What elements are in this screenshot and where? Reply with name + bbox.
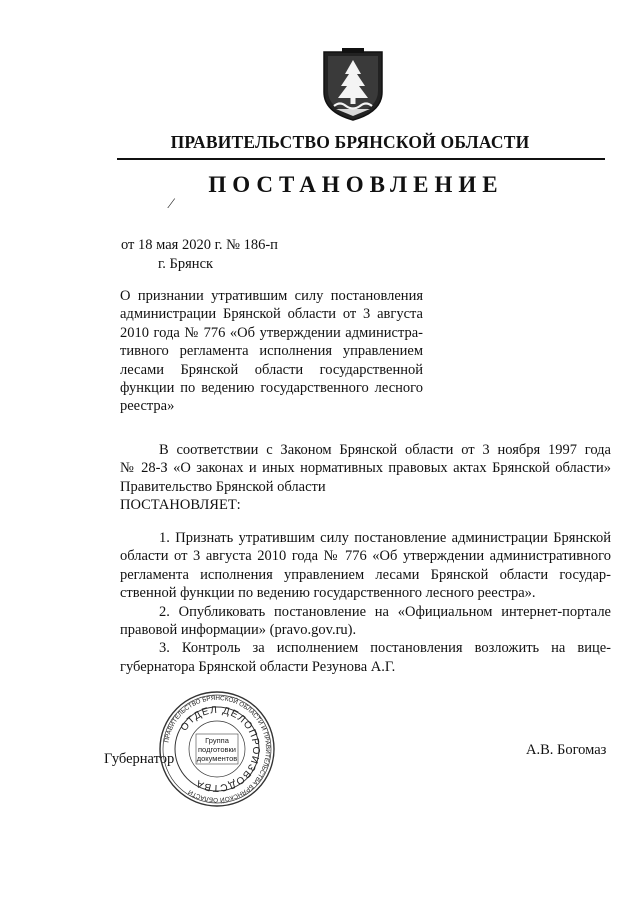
item-1-line: области от 3 августа 2010 года № 776 «Об утверждении административного bbox=[120, 548, 611, 565]
subject-line: О признании утратившим силу постановления bbox=[120, 288, 423, 304]
stamp-center-line: документов bbox=[196, 754, 238, 763]
item-2-line: 2. Опубликовать постановление на «Официальном интернет-портале bbox=[159, 603, 611, 620]
item-3-line: губернатора Брянской области Резунова А.Г. bbox=[120, 658, 396, 675]
document-type-title: ПОСТАНОВЛЕНИЕ bbox=[208, 172, 504, 197]
signatory-name: А.В. Богомаз bbox=[526, 742, 607, 758]
coat-of-arms-icon bbox=[320, 46, 386, 122]
item-3-line: 3. Контроль за исполнением постановления возложить на вице- bbox=[159, 640, 611, 657]
subject-line: тивного регламента исполнения управлением bbox=[120, 343, 423, 360]
item-1-line: 1. Признать утратившим силу постановление администрации Брянской bbox=[159, 530, 611, 546]
city-line: г. Брянск bbox=[158, 256, 214, 272]
government-title: ПРАВИТЕЛЬСТВО БРЯНСКОЙ ОБЛАСТИ bbox=[170, 132, 530, 152]
item-1-line: регламента исполнения управлением лесами Брянской области государ- bbox=[120, 566, 611, 583]
resolution-items bbox=[120, 529, 611, 676]
subject-line: администрации Брянской области от 3 августа bbox=[120, 306, 423, 323]
preamble-line: № 28-З «О законах и иных нормативных правовых актах Брянской области» bbox=[120, 460, 611, 477]
preamble bbox=[120, 441, 611, 515]
date-number-line: от 18 мая 2020 г. № 186-п bbox=[121, 237, 278, 253]
signatory-position: Губернатор bbox=[104, 751, 175, 767]
subject-line: 2010 года № 776 «Об утверждении администра- bbox=[120, 324, 423, 341]
round-stamp bbox=[158, 690, 276, 808]
document-subject bbox=[120, 287, 423, 416]
pen-mark: ⁄ bbox=[170, 196, 173, 212]
item-1-line: ственной функции по ведению государственного лесного реестра». bbox=[120, 585, 536, 602]
stamp-inner-text: ОТДЕЛ ДЕЛОПРОИЗВОДСТВА bbox=[178, 704, 262, 794]
preamble-line: Правительство Брянской области bbox=[120, 478, 326, 495]
subject-line: функции по ведению государственного лесного bbox=[120, 380, 423, 397]
resolution-word: ПОСТАНОВЛЯЕТ: bbox=[120, 497, 241, 514]
subject-line: лесами Брянской области государственной bbox=[120, 361, 423, 378]
preamble-line: В соответствии с Законом Брянской области от 3 ноября 1997 года bbox=[159, 442, 611, 458]
header-rule bbox=[117, 158, 605, 160]
stamp-center-line: подготовки bbox=[198, 745, 236, 754]
item-2-line: правовой информации» (pravo.gov.ru). bbox=[120, 622, 357, 639]
subject-line: реестра» bbox=[120, 398, 175, 415]
stamp-center-line: Группа bbox=[205, 736, 229, 745]
stamp-outer-text: ПРАВИТЕЛЬСТВО БРЯНСКОЙ ОБЛАСТИ И ПРАВИТЕЛЬСТВА БРЯНСКОЙ ОБЛАСТИ bbox=[163, 694, 272, 804]
